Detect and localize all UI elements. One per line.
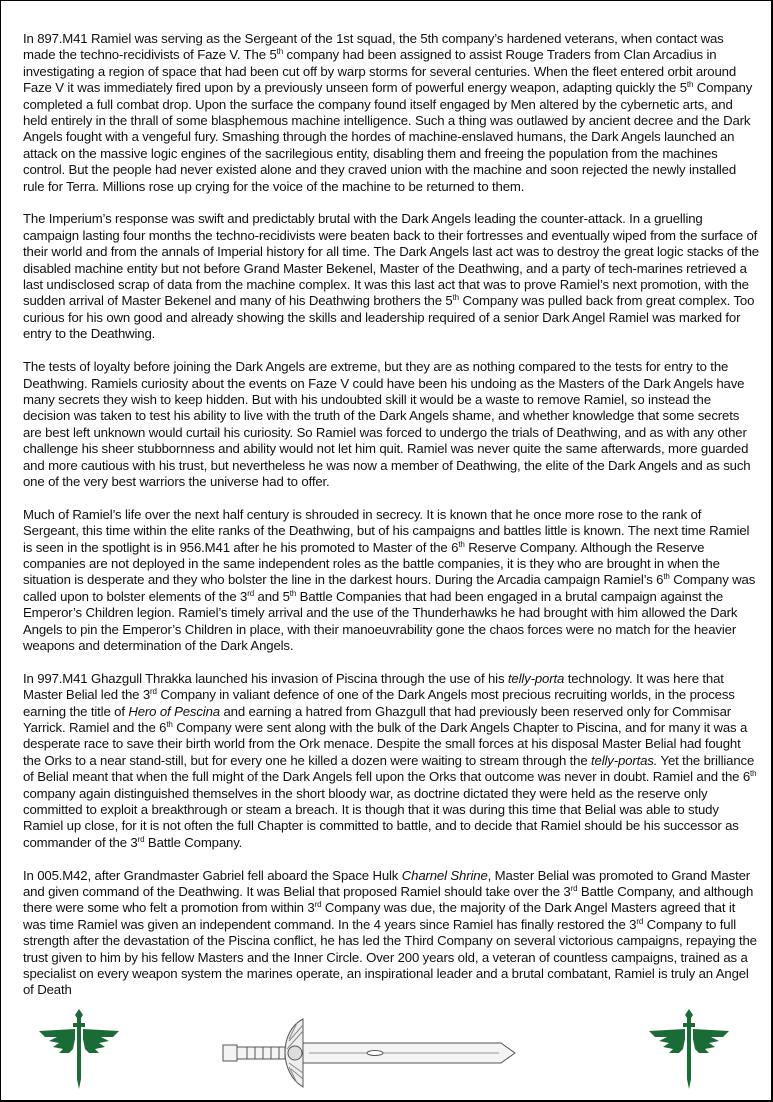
paragraph — [23, 31, 759, 195]
text-run: Company completed a full combat drop. Upon the surface the company found itself engaged by Men altered by the cybernetic arts, and held entirely in the thrall of some blasphemous machine intelligence. Such a thing was outlawed by ancient decree and the Dark Angels fought with a vengeful fury. Smashing through the hordes of machine-enslaved humans, the Dark Angels launched an attack on the massive logic engines of the sacrilegious entity, disabling them and freeing the population from the machines control. But the people had never existed alone and they craved union with the machine and soon rejected the newly installed rule for Terra. Millions rose up crying for the voice of the machine to be returned to them. — [23, 80, 753, 194]
text-run: company again distinguished themselves in the short bloody war, as doctrine dictated they were held as the reserve only committed to exploit a breakthrough or steam a breach. It is though that it was during this time that Belial was able to study Ramiel up close, for it is not often the full Chapter is committed to battle, and to decide that Ramiel should be his successor as commander of the 3 — [23, 785, 739, 850]
paragraph — [23, 868, 759, 999]
text-run: The Imperium’s response was swift and predictably brutal with the Dark Angels leading the counter-attack. In a gruelling campaign lasting four months the techno-recidivists were beaten back to their fortresses and eventually wiped from the surface of their world and from the annals of Imperial history for all time. The Dark Angels last act was to destroy the great logic stacks of the disabled machine entity but not before Grand Master Bekenel, Master of the Deathwing, and a party of tech-marines retrieved a last undisclosed scrap of data from the machine complex. It was this last act that was to prove Ramiel’s next promotion, with the sudden arrival of Master Bekenel and many of his Deathwing brothers the 5 — [23, 211, 759, 309]
winged-sword-icon — [39, 1009, 119, 1089]
text-run: Reserve Company. Although the Reserve companies are not deployed in the same independent roles as the battle companies, it is they who are brought in when the situation is desperate and they who bolster the line in the darkest hours. During the Arcadia campaign Ramiel’s 6 — [23, 539, 720, 588]
text-run: Company in valiant defence of one of the Dark Angels most precious recruiting worlds, in the process earning the title of — [23, 687, 735, 719]
text-run: The tests of loyalty before joining the Dark Angels are extreme, but they are as nothing compared to the tests for entry to the Deathwing. Ramiels curiosity about the events on Faze V could have been his undoing as the Masters of the Dark Angels have many secrets they wish to keep hidden. But with his undoubted skill it would be a waste to remove Ramiel, so instead the decision was taken to test his ability to live with the truth of the Dark Angels shame, and whether knowledge that some secrets are best left unknown would curtail his curiosity. So Ramiel was forced to undergo the trials of Deathwing, and as with any other challenge his sheer stubbornness and ability would not let him quit. Ramiel was never quite the same afterwards, more guarded and more cautious with his trust, but nevertheless he was now a member of Deathwing, the elite of the Dark Angels and as such one of the very best warriors the universe had to offer. — [23, 359, 751, 489]
text-run: Company was called upon to bolster elements of the 3 — [23, 572, 756, 604]
paragraph — [23, 359, 759, 490]
ordinal-superscript: th — [276, 47, 284, 57]
ordinal-superscript: rd — [150, 687, 157, 697]
italic-text: Charnel Shrine — [401, 867, 488, 883]
ordinal-superscript: rd — [636, 916, 644, 926]
ordinal-superscript: rd — [137, 834, 145, 844]
text-run: Battle Company. — [144, 834, 243, 850]
text-run: Much of Ramiel’s life over the next half century is shrouded in secrecy. It is known that he once more rose to the rank of Sergeant, this time within the elite ranks of the Deathwing, but of his campaigns and battles little is known. The next time Ramiel is seen in the spotlight is in 956.M41 after he his promoted to Master of the 6 — [23, 506, 750, 555]
paragraph — [23, 507, 759, 655]
ordinal-superscript: th — [750, 769, 757, 779]
document-body — [23, 31, 759, 1015]
ordinal-superscript: th — [686, 80, 694, 90]
ordinal-superscript: rd — [247, 588, 255, 598]
ordinal-superscript: th — [663, 572, 670, 582]
winged-sword-icon — [649, 1009, 729, 1089]
text-run: Company was due, the majority of the Dark Angel Masters agreed that it was time Ramiel was given an independent command. In the 4 years since Ramiel has finally restored the 3 — [23, 900, 736, 932]
dark-angels-emblem-icon — [649, 1009, 729, 1089]
paragraph — [23, 671, 759, 851]
paragraph — [23, 211, 759, 342]
italic-text: telly-portas. — [591, 752, 658, 768]
text-run: Yet the brilliance of Belial meant that when the full might of the Dark Angels fell upon the Orks that outcome was never in doubt. Ramiel and the 6 — [23, 752, 755, 785]
ordinal-superscript: th — [166, 720, 173, 729]
sword-illustration-icon — [219, 1011, 519, 1093]
ordinal-superscript: th — [289, 588, 297, 598]
dark-angels-emblem-icon — [39, 1009, 119, 1089]
text-run: Battle Company, and although there were some who felt a promotion from within 3 — [23, 884, 754, 916]
text-run: In 997.M41 Ghazgull Thrakka launched his invasion of Piscina through the use of his — [23, 670, 508, 686]
text-run: Company to full strength after the devastation of the Piscina conflict, he has led the Third Company on several victorious campaigns, repaying the trust given to him by his fellow Masters and the Inner Circle. Over 200 years old, a veteran of countless campaigns, trained as a specialist on every weapon system the marines operate, an inspirational leader and a brutal combatant, Ramiel is truly an Angel of Death — [23, 916, 757, 998]
italic-text: telly-porta — [507, 670, 565, 686]
text-run: and earning a hatred from Ghazgull that had previously been reserved only for Commisar Yarrick. Ramiel and the 6 — [23, 703, 732, 735]
ordinal-superscript: rd — [570, 884, 578, 894]
text-run: In 005.M42, after Grandmaster Gabriel fell aboard the Space Hulk — [23, 867, 402, 883]
text-run: , Master Belial was promoted to Grand Master and given command of the Deathwing. It was Belial that proposed Ramiel should take over the 3 — [23, 867, 751, 900]
text-run: technology. It was here that Master Belial led the 3 — [23, 670, 724, 703]
italic-text: Hero of Pescina — [128, 703, 220, 719]
text-run: In 897.M41 Ramiel was serving as the Sergeant of the 1st squad, the 5th company’s hardened veterans, when contact was made the techno-recidivists of Faze V. The 5 — [23, 31, 724, 63]
text-run: Company was pulled back from great complex. Too curious for his own good and already showing the skills and leadership required of a senior Dark Angel Ramiel was marked for entry to the Deathwing. — [23, 293, 755, 342]
ordinal-superscript: rd — [314, 900, 322, 910]
text-run: and 5 — [254, 588, 290, 604]
ordinal-superscript: th — [458, 539, 465, 549]
text-run: company had been assigned to assist Rouge Traders from Clan Arcadius in investigating a region of space that had been cut off by warp storms for several centuries. When the fleet entered orbit around Faze V it was immediately fired upon by a previously unseen form of powerful energy weapon, adapting quickly the 5 — [23, 47, 737, 96]
ordinal-superscript: th — [452, 293, 459, 303]
text-run: Company were sent along with the bulk of the Dark Angels Chapter to Piscina, and for many it was a desperate race to save their birth world from the Ork menace. Despite the small forces at his disposal Master Belial had fought the Orks to a near stand-still, but for every one he killed a dozen were waiting to stream through the — [23, 720, 748, 768]
text-run: Battle Companies that had been engaged in a brutal campaign against the Emperor’s Children legion. Ramiel’s timely arrival and the use of the Thunderhawks he had brought with him allowed the Dark Angels to pin the Emperor’s Children in place, with their manoeuvrability gone the chaos forces were no match for the heavier weapons and determination of the Dark Angels. — [23, 588, 738, 653]
